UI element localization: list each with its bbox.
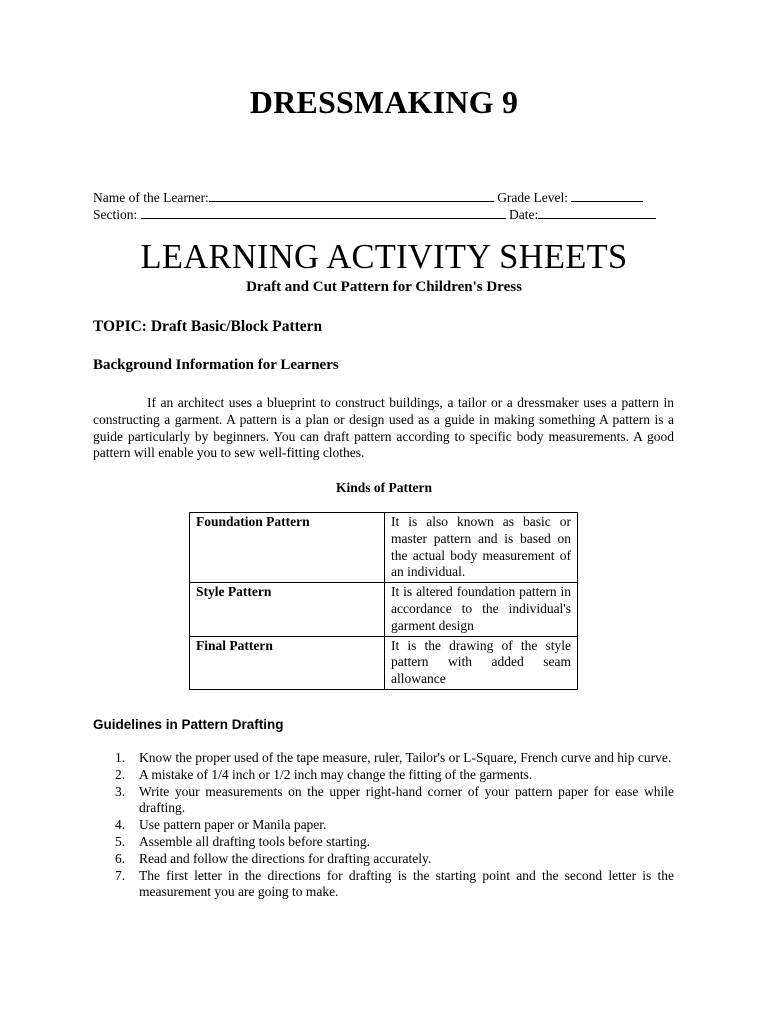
sheet-title: LEARNING ACTIVITY SHEETS xyxy=(140,238,628,276)
background-paragraph: If an architect uses a blueprint to construct buildings, a tailor or a dressmaker uses a pattern in constructing a garment. A pattern is a plan or design used as a guide in making something A pattern is a guide particularly by beginners. You can draft pattern according to specific body measurements. A good pattern will enable you to sew well-fitting clothes. xyxy=(93,395,674,461)
pattern-description: It is altered foundation pattern in accordance to the individual's garment design xyxy=(385,583,578,636)
item-text: Read and follow the directions for drafting accurately. xyxy=(139,850,432,866)
list-item xyxy=(93,784,674,818)
table-row xyxy=(190,636,578,689)
learner-name-label: Name of the Learner: xyxy=(93,190,209,205)
learner-name-row xyxy=(93,189,643,206)
section-label: Section: xyxy=(93,207,138,222)
topic-heading: TOPIC: Draft Basic/Block Pattern xyxy=(93,318,323,335)
document-title: DRESSMAKING 9 xyxy=(249,84,519,120)
guidelines-list xyxy=(93,750,674,901)
item-text: The first letter in the directions for drafting is the starting point and the second letter is the measurement you are going to make. xyxy=(139,867,674,900)
item-number: 1. xyxy=(115,750,126,765)
section-row xyxy=(93,206,656,223)
list-item xyxy=(93,868,674,902)
list-item xyxy=(93,834,674,851)
sheet-subtitle: Draft and Cut Pattern for Children's Dress xyxy=(246,279,522,295)
item-number: 3. xyxy=(115,783,126,799)
pattern-description: It is the drawing of the style pattern with added seam allowance xyxy=(385,636,578,689)
pattern-description: It is also known as basic or master pattern and is based on the actual body measurement of an individual. xyxy=(385,513,578,583)
date-label: Date: xyxy=(509,207,539,222)
guidelines-heading: Guidelines in Pattern Drafting xyxy=(93,717,284,732)
item-text: Know the proper used of the tape measure, ruler, Tailor's or L-Square, French curve and hip curve. xyxy=(139,750,672,765)
item-number: 7. xyxy=(115,867,126,883)
item-number: 6. xyxy=(115,850,126,866)
pattern-name: Final Pattern xyxy=(190,636,385,689)
learner-name-blank[interactable] xyxy=(209,189,494,202)
background-heading: Background Information for Learners xyxy=(93,357,339,373)
item-text: Assemble all drafting tools before starting. xyxy=(139,833,370,849)
pattern-name: Style Pattern xyxy=(190,583,385,636)
list-item xyxy=(93,767,674,784)
grade-level-label: Grade Level: xyxy=(497,190,569,205)
list-item xyxy=(93,750,674,767)
item-text: Use pattern paper or Manila paper. xyxy=(139,817,327,833)
kinds-of-pattern-table xyxy=(189,512,578,690)
list-item xyxy=(93,851,674,868)
date-blank[interactable] xyxy=(538,206,656,219)
item-number: 4. xyxy=(115,817,126,833)
table-row xyxy=(190,513,578,583)
grade-level-blank[interactable] xyxy=(571,189,643,202)
pattern-name: Foundation Pattern xyxy=(190,513,385,583)
item-text: A mistake of 1/4 inch or 1/2 inch may change the fitting of the garments. xyxy=(139,766,533,782)
item-number: 5. xyxy=(115,833,126,849)
table-row xyxy=(190,583,578,636)
item-text: Write your measurements on the upper right-hand corner of your pattern paper for ease while drafting. xyxy=(139,783,674,816)
section-blank[interactable] xyxy=(141,206,506,219)
item-number: 2. xyxy=(115,766,126,782)
list-item xyxy=(93,817,674,834)
kinds-table-title: Kinds of Pattern xyxy=(336,480,432,495)
